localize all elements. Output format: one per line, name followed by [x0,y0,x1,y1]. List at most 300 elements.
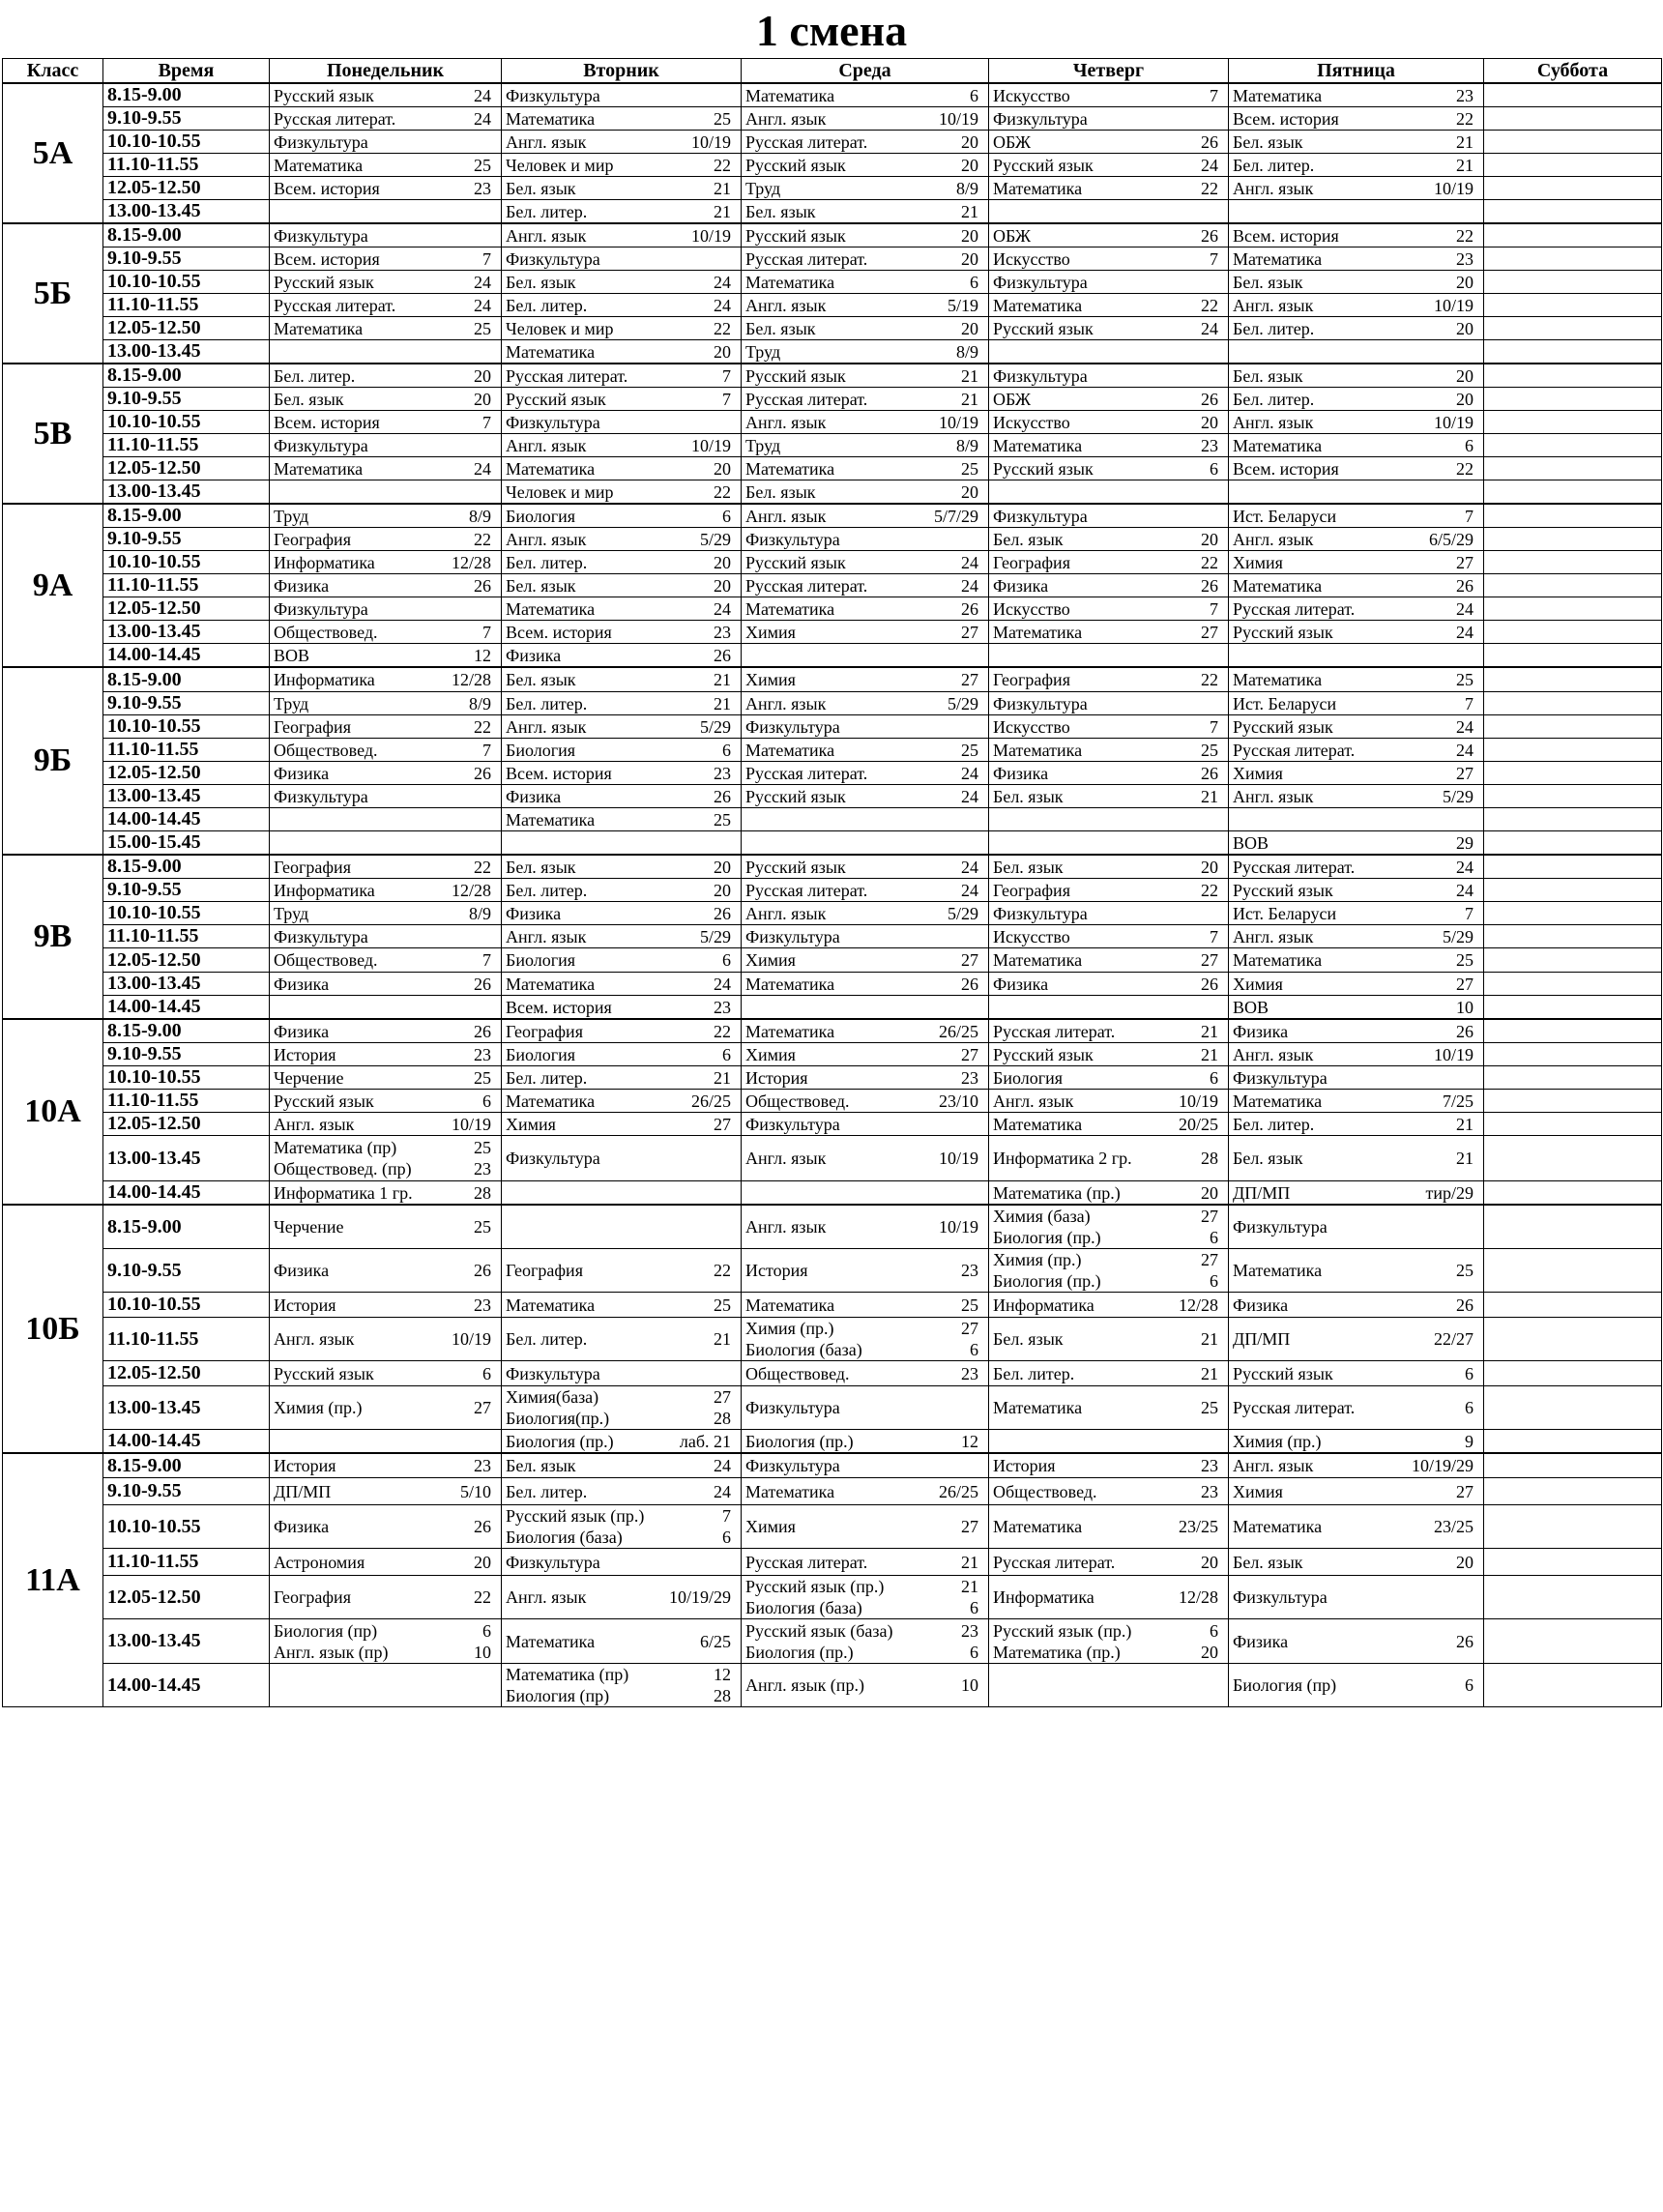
room-number: 26 [714,645,731,665]
lesson-cell [502,317,742,340]
subject-name: Англ. язык [745,506,827,526]
lesson-cell [270,574,502,597]
subject-name: Физкультура [506,412,600,432]
lesson-cell [1484,621,1662,644]
lesson-time: 13.00-13.45 [103,200,270,224]
lesson-entry [745,1216,984,1237]
class-label: 11А [3,1453,103,1707]
lesson-entry [506,740,737,761]
room-number: 10/19 [938,1217,978,1237]
lesson-entry [1233,1481,1479,1502]
subject-name: Русский язык [274,1363,374,1383]
subject-name: Бел. литер. [506,552,588,572]
subject-name: Физкультура [993,693,1088,713]
room-number: 20 [714,575,731,596]
header-cell: Суббота [1484,59,1662,84]
lesson-cell [1229,1478,1484,1505]
subject-name: Математика [506,341,596,362]
subject-name: Математика [506,1091,596,1111]
lesson-cell [270,504,502,528]
lesson-entry [506,506,737,527]
lesson-entry [274,1158,497,1179]
lesson-cell [270,528,502,551]
lesson-entry [745,1576,984,1597]
room-number: 10/19 [690,131,731,152]
lesson-cell [270,1205,502,1249]
room-number: 20 [1456,365,1473,386]
subject-name: География [274,1587,351,1607]
lesson-cell [502,644,742,668]
room-number: 6 [970,1340,978,1359]
subject-name: Химия [506,1114,556,1134]
lesson-entry [506,1044,737,1065]
subject-name: Черчение [274,1067,344,1088]
subject-name: История [274,1295,336,1315]
lesson-entry [274,903,497,924]
subject-name: Черчение [274,1217,344,1237]
lesson-cell [1484,574,1662,597]
room-number: 6 [722,950,731,970]
room-number: 21 [714,693,731,713]
lesson-cell [1484,1505,1662,1549]
lesson-cell [502,528,742,551]
room-number: 7 [482,740,491,760]
lesson-cell [742,902,989,925]
lesson-cell [1484,1293,1662,1318]
room-number: 6 [1210,1228,1218,1247]
subject-name: Русский язык [745,786,846,806]
lesson-cell [1229,667,1484,692]
lesson-cell [502,597,742,621]
schedule-row [3,411,1662,434]
room-number: 24 [961,763,978,783]
room-number [1218,108,1224,130]
lesson-cell [270,808,502,831]
room-number [491,598,497,620]
lesson-cell [270,83,502,107]
room-number: 27 [1456,763,1473,783]
subject-name: Биология [506,740,576,760]
lesson-cell [1229,1386,1484,1430]
room-number [731,1552,737,1573]
lesson-cell [270,902,502,925]
lesson-entry [506,598,737,620]
room-number: 25 [1456,950,1473,970]
subject-name: Искусство [993,716,1070,737]
subject-name: Химия (база) [993,1207,1091,1226]
lesson-entry [1233,1631,1479,1652]
subject-name: Физкультура [506,85,600,105]
subject-name: ВОВ [1233,832,1269,853]
lesson-entry [993,1206,1224,1227]
room-number: 10/19 [938,1149,978,1168]
lesson-cell [989,667,1229,692]
subject-name: Физкультура [1233,1587,1327,1607]
lesson-cell [502,1361,742,1386]
lesson-cell [1229,457,1484,480]
lesson-cell [1484,808,1662,831]
lesson-time: 9.10-9.55 [103,1478,270,1505]
lesson-cell [1484,667,1662,692]
lesson-entry [745,1363,984,1384]
lesson-cell [1484,925,1662,948]
lesson-entry [506,1114,737,1135]
lesson-cell [742,480,989,505]
subject-name: Русская литерат. [745,880,868,900]
lesson-entry [745,248,984,270]
lesson-time: 12.05-12.50 [103,1113,270,1136]
room-number: 21 [1456,131,1473,152]
subject-name: Искусство [993,926,1070,946]
room-number: 7 [1210,85,1218,105]
lesson-entry [993,926,1224,947]
subject-name: Бел. язык [993,857,1064,877]
lesson-time: 9.10-9.55 [103,528,270,551]
lesson-entry [993,786,1224,807]
lesson-cell [989,973,1229,996]
lesson-time: 13.00-13.45 [103,1386,270,1430]
room-number: 25 [961,1295,978,1315]
lesson-cell [742,223,989,247]
lesson-cell [270,1293,502,1318]
subject-name: Русский язык [745,225,846,246]
lesson-entry [1233,1021,1479,1042]
lesson-entry [745,225,984,247]
lesson-entry [745,529,984,550]
lesson-cell [502,271,742,294]
lesson-entry [506,201,737,222]
subject-name: Физкультура [993,272,1088,292]
lesson-cell [502,154,742,177]
lesson-cell [270,1361,502,1386]
lesson-entry [274,272,497,293]
room-number: 25 [474,1067,491,1088]
lesson-cell [742,644,989,668]
lesson-entry [274,575,497,597]
lesson-entry [745,903,984,924]
lesson-cell [1484,247,1662,271]
subject-name: Всем. история [1233,108,1339,129]
class-label: 9В [3,855,103,1019]
room-number: 26 [474,1021,491,1041]
lesson-cell [989,200,1229,224]
lesson-entry [506,1552,737,1573]
lesson-cell [742,411,989,434]
lesson-entry [1233,85,1479,106]
lesson-entry [993,669,1224,690]
schedule-row [3,1293,1662,1318]
room-number: 6 [1465,435,1473,455]
lesson-entry [274,1091,497,1112]
lesson-cell [989,644,1229,668]
lesson-entry [745,1516,984,1537]
subject-name: Химия(база) [506,1387,599,1407]
lesson-time: 10.10-10.55 [103,551,270,574]
lesson-entry [274,1260,497,1281]
room-number: 21 [1201,1329,1218,1349]
room-number: 22 [714,318,731,338]
lesson-entry [1233,529,1479,550]
lesson-cell [502,107,742,131]
subject-name: Математика [993,740,1083,760]
subject-name: Бел. литер. [506,880,588,900]
subject-name: Бел. литер. [1233,389,1315,409]
subject-name: Биология (пр.) [745,1431,854,1451]
subject-name: Русский язык [993,318,1094,338]
lesson-cell [1229,925,1484,948]
lesson-entry [506,1091,737,1112]
lesson-entry [506,1664,737,1685]
subject-name: Человек и мир [506,318,614,338]
lesson-entry [745,108,984,130]
lesson-time: 8.15-9.00 [103,223,270,247]
subject-name: Бел. язык [506,575,576,596]
room-number: 22 [1456,108,1473,129]
lesson-entry [745,178,984,199]
lesson-cell [1229,785,1484,808]
schedule-row [3,434,1662,457]
lesson-cell [742,1619,989,1664]
subject-name: Биология (пр.) [745,1642,854,1662]
schedule-body [3,83,1662,1707]
room-number: 20 [961,481,978,502]
lesson-cell [742,528,989,551]
lesson-entry [506,1455,737,1476]
lesson-entry [1233,693,1479,714]
subject-name: Русский язык [745,365,846,386]
lesson-cell [742,1361,989,1386]
subject-name: Физика [506,903,562,923]
subject-name: Бел. язык [1233,1552,1303,1572]
lesson-cell [1484,364,1662,388]
lesson-cell [1484,1318,1662,1361]
room-number: 23 [474,1295,491,1315]
lesson-time: 14.00-14.45 [103,1664,270,1707]
header-cell: Пятница [1229,59,1484,84]
subject-name: География [274,529,351,549]
room-number: 28 [714,1409,731,1428]
room-number: 6 [970,85,978,105]
lesson-cell [742,1249,989,1293]
room-number: 21 [1201,1044,1218,1064]
lesson-entry [506,389,737,410]
room-number: 26/25 [938,1481,978,1501]
lesson-entry [1233,1182,1479,1204]
lesson-entry [745,1148,984,1169]
lesson-cell [742,1205,989,1249]
lesson-entry [506,926,737,947]
lesson-entry [1233,857,1479,878]
lesson-cell [1484,480,1662,505]
lesson-cell [989,1136,1229,1181]
room-number: 24 [1201,155,1218,175]
lesson-cell [742,504,989,528]
subject-name: Русский язык [274,1091,374,1111]
lesson-cell [502,1113,742,1136]
schedule-row [3,1249,1662,1293]
lesson-entry [1233,997,1479,1018]
room-number [1218,272,1224,293]
lesson-cell [742,271,989,294]
lesson-entry [745,974,984,995]
lesson-entry [993,248,1224,270]
room-number: 24 [1456,880,1473,900]
room-number: 25 [714,108,731,129]
lesson-cell [270,762,502,785]
lesson-entry [745,1620,984,1642]
lesson-cell [742,83,989,107]
subject-name: Обществовед. [745,1091,850,1111]
room-number: 5/29 [1442,786,1473,806]
room-number: 6 [722,1528,731,1547]
subject-name: ВОВ [1233,997,1269,1017]
room-number: 10/19 [451,1329,491,1349]
lesson-time: 9.10-9.55 [103,388,270,411]
lesson-cell [1229,597,1484,621]
lesson-entry [745,926,984,947]
room-number: 24 [714,598,731,619]
room-number: 12/28 [451,670,491,689]
lesson-time: 8.15-9.00 [103,1453,270,1478]
lesson-entry [506,622,737,643]
lesson-cell [502,996,742,1020]
lesson-cell [1229,1181,1484,1206]
subject-name: Бел. литер. [506,1067,588,1088]
lesson-entry [993,1270,1224,1292]
schedule-row [3,340,1662,364]
lesson-cell [502,1181,742,1206]
lesson-entry [1233,1148,1479,1169]
subject-name: Бел. язык [1233,131,1303,152]
lesson-entry [745,412,984,433]
schedule-row [3,973,1662,996]
lesson-cell [742,855,989,879]
lesson-cell [1229,692,1484,715]
lesson-entry [1233,365,1479,387]
room-number: 20 [1201,1182,1218,1203]
room-number: 20 [1201,529,1218,549]
lesson-entry [745,1597,984,1618]
subject-name: География [993,552,1070,572]
lesson-entry [745,693,984,714]
subject-name: Русский язык (пр.) [745,1577,885,1596]
subject-name: Биология [506,506,576,526]
lesson-entry [506,645,737,666]
room-number: 23 [961,1620,978,1641]
lesson-entry [993,1067,1224,1089]
lesson-entry [745,1455,984,1476]
lesson-entry [506,295,737,316]
lesson-cell [1229,271,1484,294]
lesson-cell [989,83,1229,107]
lesson-time: 13.00-13.45 [103,785,270,808]
lesson-time: 10.10-10.55 [103,411,270,434]
lesson-cell [270,317,502,340]
lesson-cell [270,1505,502,1549]
schedule-row [3,692,1662,715]
room-number: 22 [714,1021,731,1041]
subject-name: Химия [1233,974,1283,994]
header-cell: Класс [3,59,103,84]
room-number: 26 [714,786,731,806]
subject-name: Англ. язык [274,1114,355,1134]
subject-name: География [506,1261,583,1280]
lesson-cell [742,574,989,597]
lesson-entry [274,645,497,666]
room-number: 20 [1201,1642,1218,1662]
lesson-entry [1233,903,1479,924]
lesson-cell [270,715,502,739]
lesson-entry [1233,1586,1479,1608]
subject-name: Математика (пр) [274,1138,397,1157]
room-number: 7 [722,365,731,386]
lesson-cell [270,1549,502,1576]
room-number: 10/19 [1433,178,1473,198]
subject-name: Математика [745,85,835,105]
lesson-cell [1229,107,1484,131]
subject-name: Математика [506,598,596,619]
subject-name: Бел. литер. [506,1329,588,1349]
lesson-time: 11.10-11.55 [103,1090,270,1113]
lesson-entry [1233,716,1479,738]
lesson-entry [1233,622,1479,643]
room-number: 20 [474,1552,491,1572]
subject-name: Русская литерат. [993,1552,1116,1572]
lesson-cell [502,1249,742,1293]
lesson-cell [270,1453,502,1478]
subject-name: Русская литерат. [745,763,868,783]
room-number: 23 [474,1456,491,1475]
room-number: 6 [1210,458,1218,479]
lesson-cell [502,715,742,739]
lesson-cell [989,434,1229,457]
lesson-cell [270,1318,502,1361]
lesson-entry [506,1505,737,1527]
subject-name: Физкультура [506,248,600,269]
lesson-cell [1484,317,1662,340]
subject-name: Физкультура [745,926,840,946]
room-number: 25 [1456,670,1473,689]
lesson-entry [506,341,737,363]
lesson-entry [993,763,1224,784]
lesson-cell [1484,1066,1662,1090]
subject-name: Биология [506,1044,576,1064]
lesson-entry [274,1216,497,1237]
room-number: 25 [1456,1261,1473,1280]
lesson-cell [270,294,502,317]
lesson-entry [745,575,984,597]
lesson-entry [993,1363,1224,1384]
room-number: 23 [1456,85,1473,105]
subject-name: Бел. язык [745,201,816,221]
lesson-cell [502,83,742,107]
lesson-cell [502,1453,742,1478]
room-number [731,248,737,270]
lesson-entry [993,974,1224,995]
lesson-cell [989,480,1229,505]
subject-name: Обществовед. (пр) [274,1159,412,1179]
subject-name: Англ. язык [1233,295,1314,315]
lesson-cell [502,223,742,247]
subject-name: Русская литерат. [993,1021,1116,1041]
lesson-entry [506,809,737,830]
lesson-entry [274,529,497,550]
room-number: 26 [474,763,491,783]
room-number: 7 [1465,903,1473,923]
lesson-cell [1229,1205,1484,1249]
room-number: 7/25 [1442,1091,1473,1111]
lesson-time: 13.00-13.45 [103,340,270,364]
